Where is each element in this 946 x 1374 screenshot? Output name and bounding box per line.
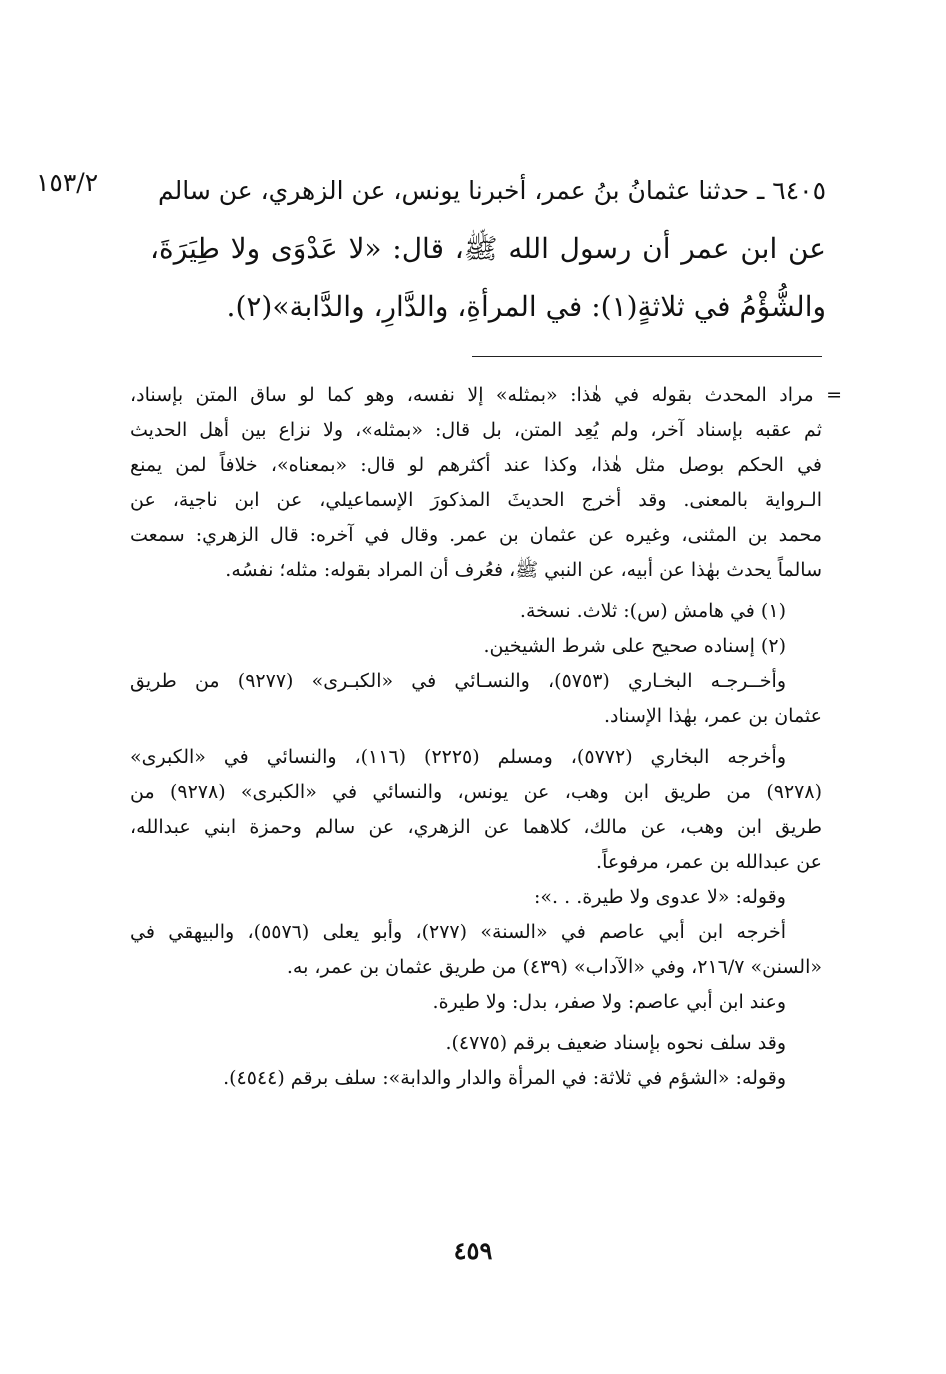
footnote-line: الـرواية بالمعنى. وقد أخرج الحديثَ المذكورَ الإسماعيلي، عن ابن ناجية، عن bbox=[130, 489, 822, 511]
footnote-line: «السنن» ٢١٦/٧، وفي «الآداب» (٤٣٩) من طريق عثمان بن عمر، به. bbox=[286, 956, 822, 978]
footnote-line: سالماً يحدث بهٰذا عن أبيه، عن النبي ﷺ، فعُرف أن المراد بقوله: مثله؛ نفسُه. bbox=[225, 559, 822, 581]
hadith-line: عن ابن عمر أن رسول الله ﷺ، قال: «لا عَدْوَى ولا طِيَرَةَ، bbox=[150, 232, 826, 265]
footnote-line: = مراد المحدث بقوله في هٰذا: «بمثله» إلا نفسه، وهو كما لو ساق المتن بإسناد، bbox=[130, 384, 842, 406]
footnote-separator bbox=[472, 356, 822, 357]
footnote-line: (٩٢٧٨) من طريق ابن وهب، عن يونس، والنسائي في «الكبرى» (٩٢٧٨) من bbox=[130, 781, 822, 803]
footnote-line: طريق ابن وهب، عن مالك، كلاهما عن الزهري، عن سالم وحمزة ابني عبدالله، bbox=[130, 816, 822, 838]
footnote-line: وقوله: «لا عدوى ولا طيرة. . .»: bbox=[534, 886, 786, 908]
footnote-line: عن عبدالله بن عمر، مرفوعاً. bbox=[596, 851, 822, 873]
footnotes bbox=[130, 378, 842, 1096]
margin-reference: ١٥٣/٢ bbox=[36, 168, 99, 197]
footnote-line: وأخرجه البخاري (٥٧٧٢)، ومسلم (٢٢٢٥) (١١٦)، والنسائي في «الكبرى» bbox=[130, 746, 786, 768]
footnote-line: وقد سلف نحوه بإسناد ضعيف برقم (٤٧٧٥). bbox=[445, 1032, 786, 1054]
footnote-line: محمد بن المثنى، وغيره عن عثمان بن عمر. وقال في آخره: قال الزهري: سمعت bbox=[130, 524, 822, 546]
footnote-line: وقوله: «الشؤم في ثلاثة: في المرأة والدار والدابة»: سلف برقم (٤٥٤٤). bbox=[223, 1067, 786, 1089]
footnote-line: وأخــرجـه البخـاري (٥٧٥٣)، والنسـائي في «الكبـرى» (٩٢٧٧) من طريق bbox=[130, 670, 786, 692]
footnote-line: وعند ابن أبي عاصم: ولا صفر، بدل: ولا طيرة. bbox=[432, 991, 786, 1013]
hadith-text bbox=[150, 162, 826, 336]
hadith-line: والشُّؤْمُ في ثلاثةٍ(١): في المرأةِ، والدَّارِ، والدَّابة»(٢). bbox=[226, 290, 826, 323]
footnote-line: ثم عقبه بإسناد آخر، ولم يُعِد المتن، بل قال: «بمثله»، ولا نزاع بين أهل الحديث bbox=[130, 419, 822, 441]
page-number: ٤٥٩ bbox=[453, 1236, 493, 1265]
footnote-2: (٢) إسناده صحيح على شرط الشيخين. bbox=[483, 635, 786, 657]
footnote-line: أخرجه ابن أبي عاصم في «السنة» (٢٧٧)، وأبو يعلى (٥٥٧٦)، والبيهقي في bbox=[130, 921, 786, 943]
hadith-line: ٦٤٠٥ ـ حدثنا عثمانُ بنُ عمر، أخبرنا يونس، عن الزهري، عن سالم bbox=[157, 176, 826, 205]
footnote-1: (١) في هامش (س): ثلاث. نسخة. bbox=[519, 600, 786, 622]
footnote-line: في الحكم بوصل مثل هٰذا، وكذا عند أكثرهم لو قال: «بمعناه»، خلافاً لمن يمنع bbox=[130, 454, 822, 476]
footnote-line: عثمان بن عمر، بهٰذا الإسناد. bbox=[604, 705, 822, 727]
